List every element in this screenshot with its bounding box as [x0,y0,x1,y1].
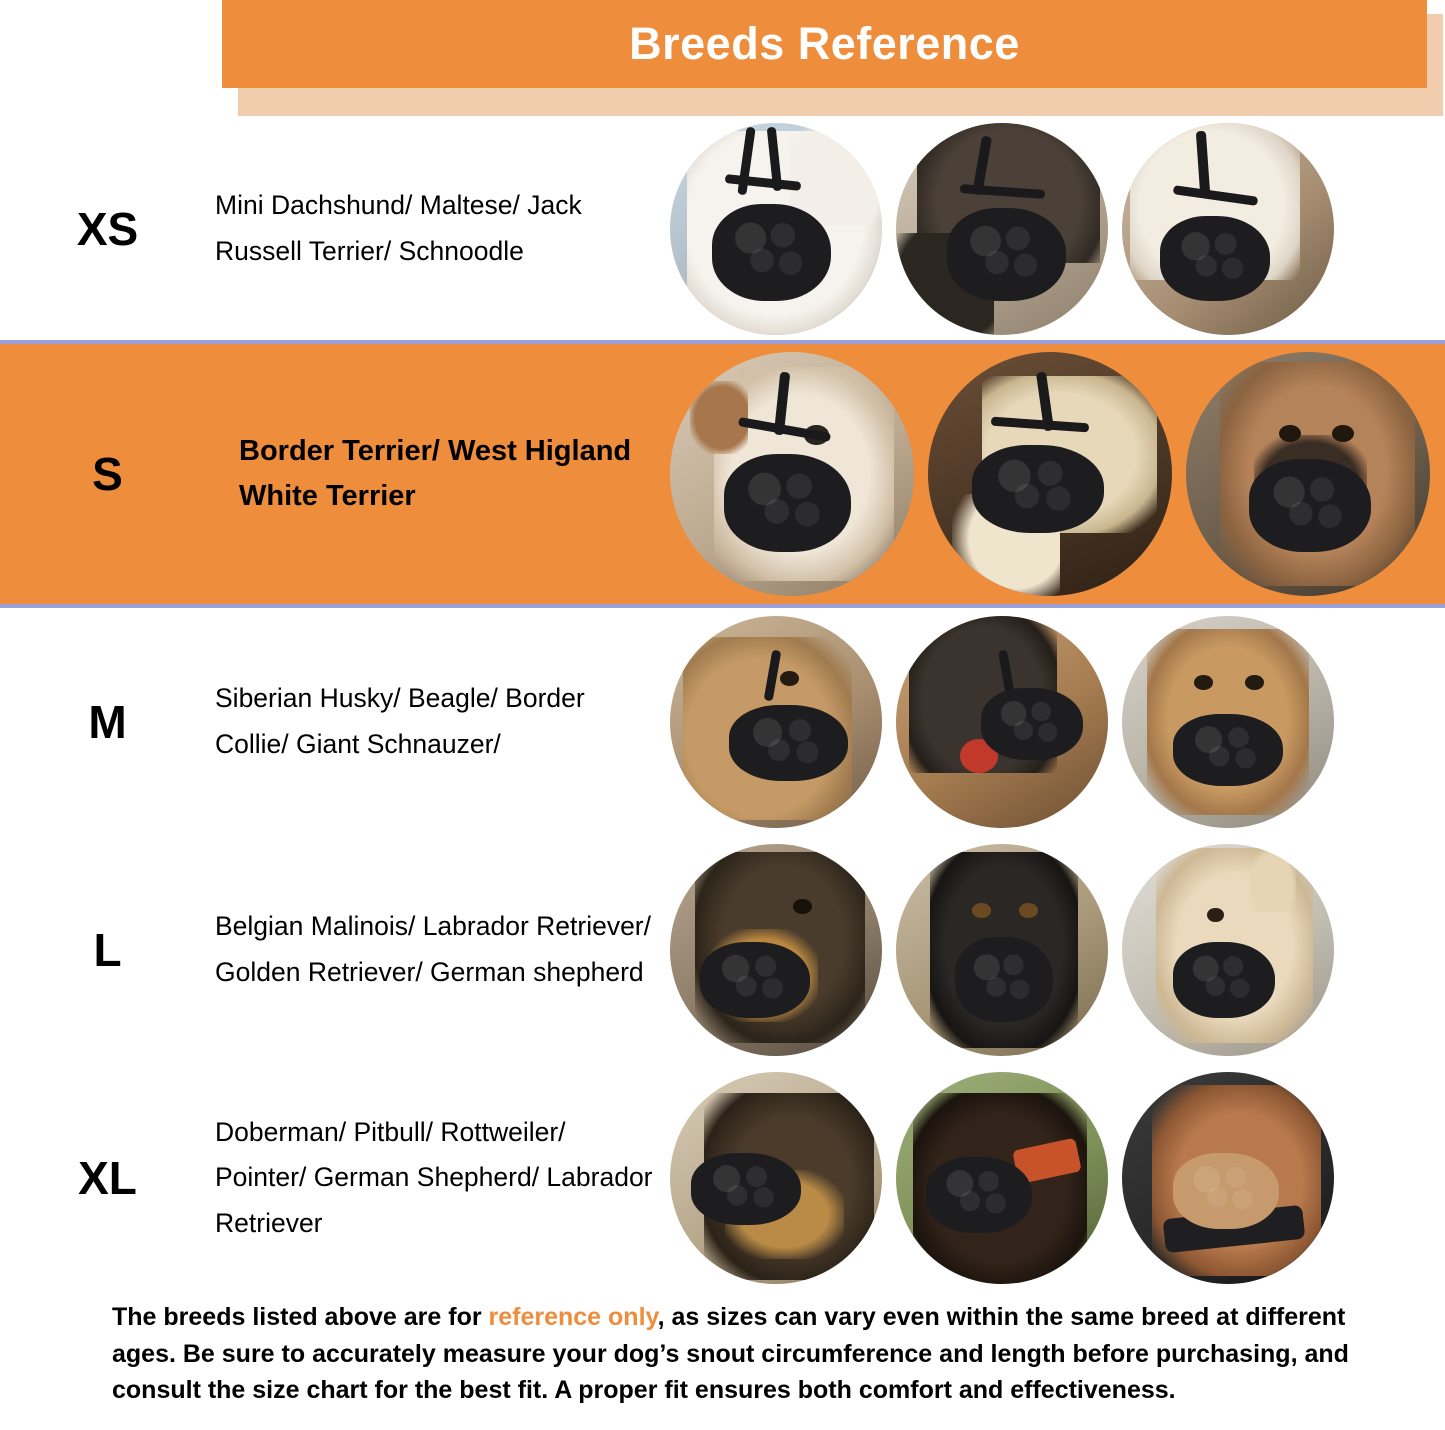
header [0,0,1445,118]
breed-list: Mini Dachshund/ Maltese/ Jack Russell Terrier/ Schnoodle [215,190,582,266]
photo-l-3 [1122,844,1334,1056]
photo-s-2 [928,352,1172,596]
breed-list: Belgian Malinois/ Labrador Retriever/ Golden Retriever/ German shepherd [215,911,651,987]
footer-text-part2: , as sizes can vary even within the same breed at different ages. Be sure to accurately measure your dog’s snout circumference and length before purchasing, and consult the size chart for the best fit. A proper fit ensures both comfort and effectiveness. [112,1303,1349,1404]
table-row [0,340,1445,608]
size-label: M [88,696,127,748]
title-bar [222,0,1427,88]
size-label: S [92,448,123,500]
photo-l-2 [896,844,1108,1056]
photo-xs-1 [670,123,882,335]
footer-text-part1: The breeds listed above are for [112,1303,489,1332]
table-row [0,608,1445,836]
size-label: XL [78,1152,137,1204]
footer-disclaimer [112,1299,1385,1408]
photo-group [670,1072,1445,1284]
size-label: L [93,924,122,976]
breed-list: Border Terrier/ West Higland White Terrier [239,435,632,512]
breed-size-table [0,118,1445,1292]
photo-xs-2 [896,123,1108,335]
photo-m-1 [670,616,882,828]
photo-l-1 [670,844,882,1056]
photo-s-1 [670,352,914,596]
breed-list: Doberman/ Pitbull/ Rottweiler/ Pointer/ German Shepherd/ Labrador Retriever [215,1116,653,1238]
breed-list: Siberian Husky/ Beagle/ Border Collie/ Giant Schnauzer/ [215,683,585,759]
table-row [0,836,1445,1064]
photo-s-3 [1186,352,1430,596]
photo-group [670,844,1445,1056]
photo-xl-1 [670,1072,882,1284]
photo-xs-3 [1122,123,1334,335]
photo-group [670,352,1445,596]
photo-xl-2 [896,1072,1108,1284]
photo-group [670,123,1445,335]
footer-accent-text: reference only [488,1303,658,1332]
table-row [0,118,1445,340]
size-label: XS [76,203,139,255]
page-title: Breeds Reference [629,18,1020,69]
photo-group [670,616,1445,828]
photo-m-3 [1122,616,1334,828]
photo-xl-3 [1122,1072,1334,1284]
table-row [0,1064,1445,1292]
photo-m-2 [896,616,1108,828]
